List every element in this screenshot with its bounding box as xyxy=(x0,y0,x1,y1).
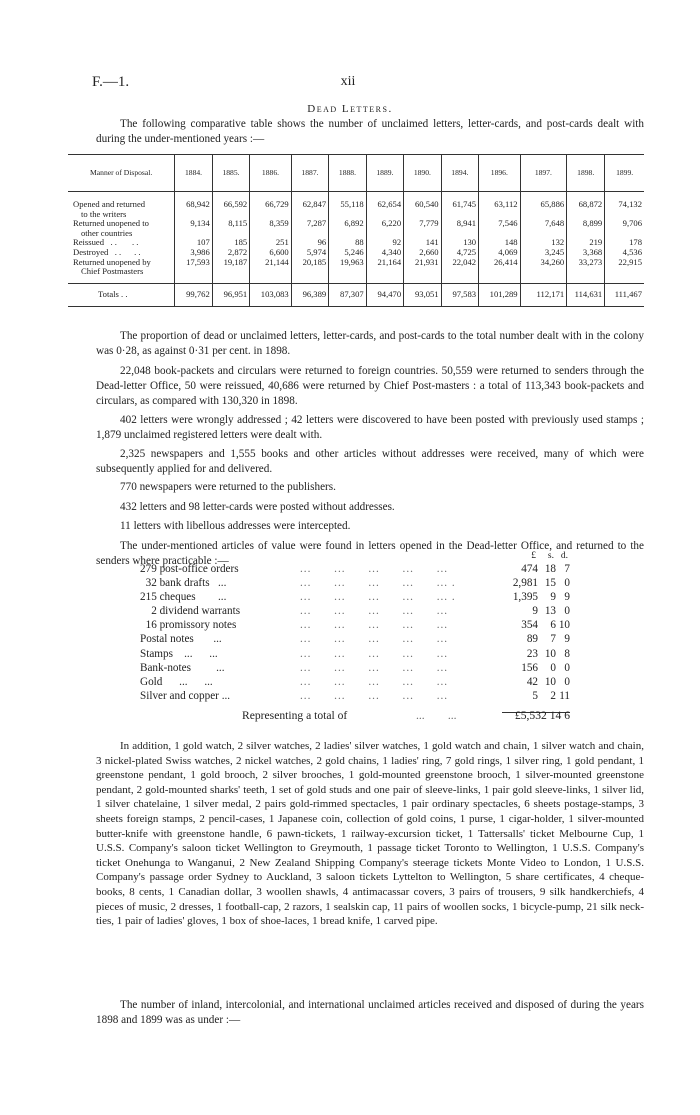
amount-pounds: 9 xyxy=(532,605,538,618)
amount-pounds: 156 xyxy=(521,661,538,674)
intro-paragraph: The following comparative table shows the number of unclaimed letters, letter-cards, and post-cards dealt with during the under-mentioned years :— xyxy=(96,118,644,145)
row-label-subtext: to the writers xyxy=(81,208,127,219)
paragraph-wrong-addresses: 402 letters were wrongly addressed ; 42 letters were discovered to have been posted with previously used stamps ; 1,879 unclaimed registered letters were dealt with. xyxy=(96,414,644,441)
leader-dots: ... ... ... ... ... xyxy=(300,619,449,632)
totals-cell: 103,083 xyxy=(250,283,292,306)
table-cell: 5,246 xyxy=(329,248,366,258)
paragraph-newspapers: 2,325 newspapers and 1,555 books and other articles without addresses were received, many of which were subsequently applied for and delivered. xyxy=(96,448,644,475)
amount-shillings: 9 xyxy=(550,591,556,604)
pence-head: d. xyxy=(560,551,568,561)
section-title: Dead Letters. xyxy=(307,103,393,115)
header-year: 1888. xyxy=(329,155,366,192)
row-label-subtext: Chief Postmasters xyxy=(81,266,144,277)
leader-dots: ... ... ... ... ... . xyxy=(300,577,456,590)
table-cell: 22,915 xyxy=(605,258,644,284)
header-year: 1884. xyxy=(175,155,212,192)
header-year: 1894. xyxy=(441,155,478,192)
paragraph-closing: The number of inland, intercolonial, and international unclaimed articles received and disposed of during the years 1898 and 1899 was as under :— xyxy=(96,999,644,1026)
table-cell: 185 xyxy=(212,238,249,248)
leader-dots: ... ... ... ... ... xyxy=(300,563,449,575)
table-cell: 2,872 xyxy=(212,248,249,258)
amount-pounds: 89 xyxy=(526,633,538,646)
valuable-item xyxy=(140,562,570,576)
totals-cell: 111,467 xyxy=(605,283,644,306)
header-year: 1896. xyxy=(479,155,521,192)
header-year: 1890. xyxy=(404,155,441,192)
valuable-item xyxy=(140,604,570,618)
amount-shillings: 18 xyxy=(544,563,556,575)
table-cell: 3,245 xyxy=(520,248,567,258)
table-cell: 21,164 xyxy=(366,258,403,284)
table-cell: 92 xyxy=(366,238,403,248)
header-manner-of-disposal: Manner of Disposal. xyxy=(68,155,175,192)
table-row xyxy=(68,219,644,238)
page-code: F.—1. xyxy=(92,74,130,90)
table-cell: 66,592 xyxy=(212,192,249,220)
totals-cell: 114,631 xyxy=(567,283,605,306)
amount-shillings: 10 xyxy=(544,675,556,688)
table-cell: 68,872 xyxy=(567,192,605,220)
valuable-item xyxy=(140,689,570,703)
paragraph-other-articles: In addition, 1 gold watch, 2 silver watches, 2 ladies' silver watches, 1 gold watch and chain, 1 silver watch and chain, 3 nickel-plated Swiss watches, 2 nickel watches, 2 gold chains, 1 ladies' ring, 7 gold rings, 1 silver ring, 1 gold pendant, 1 greenstone pendant, 1 gold brooch, 2 silver brooches, 1 gold-mounted greenstone brooch, 1 silver-mounted greenstone pendant, 2 gold-mounted sharks' teeth, 1 set of gold studs and one pair of sleeve-links, 1 pair gold sleeve-links, 1 silver lid, 1 silver chatelaine, 1 silver medal, 2 pairs gold-rimmed spectacles, 1 pair ordinary spectacles, 6 sheets postage-stamps, 3 sheets foreign stamps, 2 pencil-cases, 1 Japanese coin, collection of gold coins, 1 purse, 1 cigar-holder, 1 silver-mounted butter-knife with greenstone handle, 6 pawn-tickets, 1 railway-excursion ticket, 1 Tattersalls' ticket Melbourne Cup, 1 U.S.S. Company's saloon ticket Wellington to Greymouth, 1 passage ticket Toronto to Wellington, 1 U.S.S. Company's ticket Onehunga to Wanganui, 2 New Zealand Shipping Company's steerage tickets Monte Video to London, 1 U.S.S. Company's passage order Sydney to Auckland, 3 saloon tickets Lyttelton to Wellington, 5 share certificates, 4 cheque-books, 8 cents, 1 Canadian dollar, 3 woollen shawls, 4 antimacassar covers, 3 pairs of trousers, 9 silk handkerchiefs, 4 pieces of music, 2 dresses, 1 football-cap, 2 razors, 1 sealskin cap, 11 pairs of woollen socks, 1 bicycle-pump, 21 silk neck-ties, 1 pair of ladies' gloves, 1 box of shoe-laces, 1 bread knife, 1 carved pipe. xyxy=(96,740,644,928)
valuable-label: 16 promissory notes xyxy=(140,619,237,632)
row-label-text: Returned unopened to xyxy=(73,218,149,229)
table-cell: 4,340 xyxy=(366,248,403,258)
table-cell: 33,273 xyxy=(567,258,605,284)
header-year: 1889. xyxy=(366,155,403,192)
table-cell: 6,220 xyxy=(366,219,403,238)
leader-dots: ... ... ... ... ... xyxy=(300,647,449,660)
row-label-subtext: other countries xyxy=(81,227,133,238)
amount-shillings: 13 xyxy=(544,605,556,618)
shillings-head: s. xyxy=(547,551,554,561)
table-cell: 19,187 xyxy=(212,258,249,284)
valuable-label: 279 post-office orders xyxy=(140,563,239,575)
table-cell: 4,536 xyxy=(605,248,644,258)
leader-dots: ... ... ... ... ... xyxy=(300,633,449,646)
valuable-label: 2 dividend warrants xyxy=(140,605,241,618)
leader-dots: ... ... ... ... ... . xyxy=(300,591,456,604)
amount-pounds: 23 xyxy=(526,647,538,660)
valuable-label: Stamps ... ... xyxy=(140,647,218,660)
table-cell: 6,892 xyxy=(329,219,366,238)
amount-pence: 0 xyxy=(564,577,570,590)
table-cell: 66,729 xyxy=(250,192,292,220)
total-value: £5,532 14 6 xyxy=(514,709,570,722)
amount-pounds: 1,395 xyxy=(512,591,538,604)
totals-cell: 97,583 xyxy=(441,283,478,306)
table-cell: 88 xyxy=(329,238,366,248)
table-cell: 55,118 xyxy=(329,192,366,220)
valuables-total-row xyxy=(140,709,570,725)
table-cell: 61,745 xyxy=(441,192,478,220)
valuable-label: 215 cheques ... xyxy=(140,591,227,604)
table-cell: 107 xyxy=(175,238,212,248)
pounds-head: £ xyxy=(531,551,536,561)
row-label xyxy=(68,258,175,284)
total-leader-dots: ... ... xyxy=(416,709,457,722)
amount-pounds: 2,981 xyxy=(512,577,538,590)
amount-shillings: 10 xyxy=(544,647,556,660)
amount-shillings: 2 xyxy=(550,689,556,702)
table-cell: 62,654 xyxy=(366,192,403,220)
row-label xyxy=(68,192,175,220)
amount-pence: 8 xyxy=(564,647,570,660)
table-header-row xyxy=(68,155,644,192)
amount-pence: 0 xyxy=(564,661,570,674)
totals-cell: 96,951 xyxy=(212,283,249,306)
valuable-item xyxy=(140,675,570,689)
header-year: 1885. xyxy=(212,155,249,192)
table-cell: 6,600 xyxy=(250,248,292,258)
table-row xyxy=(68,192,644,220)
amount-pence: 11 xyxy=(559,689,570,702)
table-cell: 17,593 xyxy=(175,258,212,284)
table-cell: 21,931 xyxy=(404,258,441,284)
table-cell: 65,886 xyxy=(520,192,567,220)
paragraph-valuables-intro: The under-mentioned articles of value were found in letters opened in the Dead-letter Office, and returned to the senders where practicable :— xyxy=(96,540,644,567)
row-label-text: Reissued . . . . xyxy=(73,237,139,248)
valuable-label: 32 bank drafts ... xyxy=(140,577,227,590)
paragraph-book-packets: 22,048 book-packets and circulars were returned to foreign countries. 50,559 were returned to senders through the Dead-letter Office, 50 were reissued, 40,686 were returned by Chief Post-masters : a total of 113,343 book-packets and circulars, as compared with 130,320 in 1898. xyxy=(96,365,644,407)
amount-pence: 10 xyxy=(558,619,570,632)
page-number: xii xyxy=(340,74,356,89)
totals-cell: 101,289 xyxy=(479,283,521,306)
valuable-item xyxy=(140,590,570,604)
table-cell: 130 xyxy=(441,238,478,248)
table-cell: 2,660 xyxy=(404,248,441,258)
table-cell: 148 xyxy=(479,238,521,248)
paragraph-proportion: The proportion of dead or unclaimed letters, letter-cards, and post-cards to the total number dealt with in the colony was 0·28, as against 0·31 per cent. in 1898. xyxy=(96,330,644,357)
table-cell: 219 xyxy=(567,238,605,248)
amount-shillings: 15 xyxy=(544,577,556,590)
valuable-item xyxy=(140,632,570,646)
amount-pence: 0 xyxy=(564,605,570,618)
table-cell: 7,287 xyxy=(291,219,328,238)
row-label-text: Destroyed . . . . xyxy=(73,246,141,257)
dead-letters-table xyxy=(68,154,644,307)
table-cell: 7,546 xyxy=(479,219,521,238)
valuable-label: Bank-notes ... xyxy=(140,661,225,674)
valuable-item xyxy=(140,647,570,661)
header-year: 1897. xyxy=(520,155,567,192)
amount-pence: 7 xyxy=(564,563,570,575)
table-cell: 34,260 xyxy=(520,258,567,284)
valuable-item xyxy=(140,618,570,632)
table-cell: 9,706 xyxy=(605,219,644,238)
table-cell: 22,042 xyxy=(441,258,478,284)
table-cell: 3,368 xyxy=(567,248,605,258)
table-cell: 9,134 xyxy=(175,219,212,238)
amount-shillings: 6 xyxy=(550,619,556,632)
totals-cell: 93,051 xyxy=(404,283,441,306)
amount-pence: 9 xyxy=(564,591,570,604)
header-year: 1886. xyxy=(250,155,292,192)
header-year: 1887. xyxy=(291,155,328,192)
table-cell: 8,941 xyxy=(441,219,478,238)
row-label-text: Opened and returned xyxy=(73,199,146,209)
amount-shillings: 7 xyxy=(550,633,556,646)
leader-dots: ... ... ... ... ... xyxy=(300,605,449,618)
table-row xyxy=(68,258,644,284)
table-cell: 96 xyxy=(291,238,328,248)
total-label: Representing a total of xyxy=(242,709,348,722)
amount-pounds: 42 xyxy=(526,675,538,688)
leader-dots: ... ... ... ... ... xyxy=(300,675,449,688)
table-cell: 4,069 xyxy=(479,248,521,258)
valuable-label: Gold ... ... xyxy=(140,675,213,688)
table-cell: 62,847 xyxy=(291,192,328,220)
totals-cell: 94,470 xyxy=(366,283,403,306)
table-cell: 4,725 xyxy=(441,248,478,258)
leader-dots: ... ... ... ... ... xyxy=(300,661,449,674)
table-cell: 60,540 xyxy=(404,192,441,220)
paragraph-libellous: 11 letters with libellous addresses were intercepted. xyxy=(120,520,351,532)
row-label-text: Returned unopened by xyxy=(73,256,151,267)
totals-cell: 99,762 xyxy=(175,283,212,306)
valuable-item xyxy=(140,661,570,675)
totals-cell: 112,171 xyxy=(520,283,567,306)
paragraph-publishers: 770 newspapers were returned to the publishers. xyxy=(120,481,336,493)
valuable-label: Silver and copper ... xyxy=(140,689,231,702)
table-cell: 7,779 xyxy=(404,219,441,238)
table-cell: 251 xyxy=(250,238,292,248)
valuable-item xyxy=(140,576,570,590)
table-cell: 74,132 xyxy=(605,192,644,220)
valuable-label: Postal notes ... xyxy=(140,633,222,646)
table-cell: 26,414 xyxy=(479,258,521,284)
table-cell: 19,963 xyxy=(329,258,366,284)
table-cell: 178 xyxy=(605,238,644,248)
table-cell: 63,112 xyxy=(479,192,521,220)
amount-shillings: 0 xyxy=(550,661,556,674)
totals-label: Totals . . xyxy=(68,283,175,306)
valuables-list xyxy=(140,562,570,703)
table-cell: 8,899 xyxy=(567,219,605,238)
table-cell: 7,648 xyxy=(520,219,567,238)
table-cell: 68,942 xyxy=(175,192,212,220)
row-label xyxy=(68,219,175,238)
amount-pence: 0 xyxy=(564,675,570,688)
amount-pounds: 354 xyxy=(521,619,538,632)
table-cell: 141 xyxy=(404,238,441,248)
table-cell: 132 xyxy=(520,238,567,248)
header-year: 1899. xyxy=(605,155,644,192)
amount-pounds: 5 xyxy=(532,689,538,702)
table-cell: 8,359 xyxy=(250,219,292,238)
totals-cell: 96,389 xyxy=(291,283,328,306)
leader-dots: ... ... ... ... ... xyxy=(300,689,449,702)
header-year: 1898. xyxy=(567,155,605,192)
totals-row xyxy=(68,283,644,306)
table-cell: 8,115 xyxy=(212,219,249,238)
table-cell: 21,144 xyxy=(250,258,292,284)
paragraph-no-address: 432 letters and 98 letter-cards were posted without addresses. xyxy=(120,501,395,513)
table-cell: 5,974 xyxy=(291,248,328,258)
amount-pence: 9 xyxy=(564,633,570,646)
amount-pounds: 474 xyxy=(521,563,538,575)
totals-cell: 87,307 xyxy=(329,283,366,306)
table-cell: 3,986 xyxy=(175,248,212,258)
table-cell: 20,185 xyxy=(291,258,328,284)
